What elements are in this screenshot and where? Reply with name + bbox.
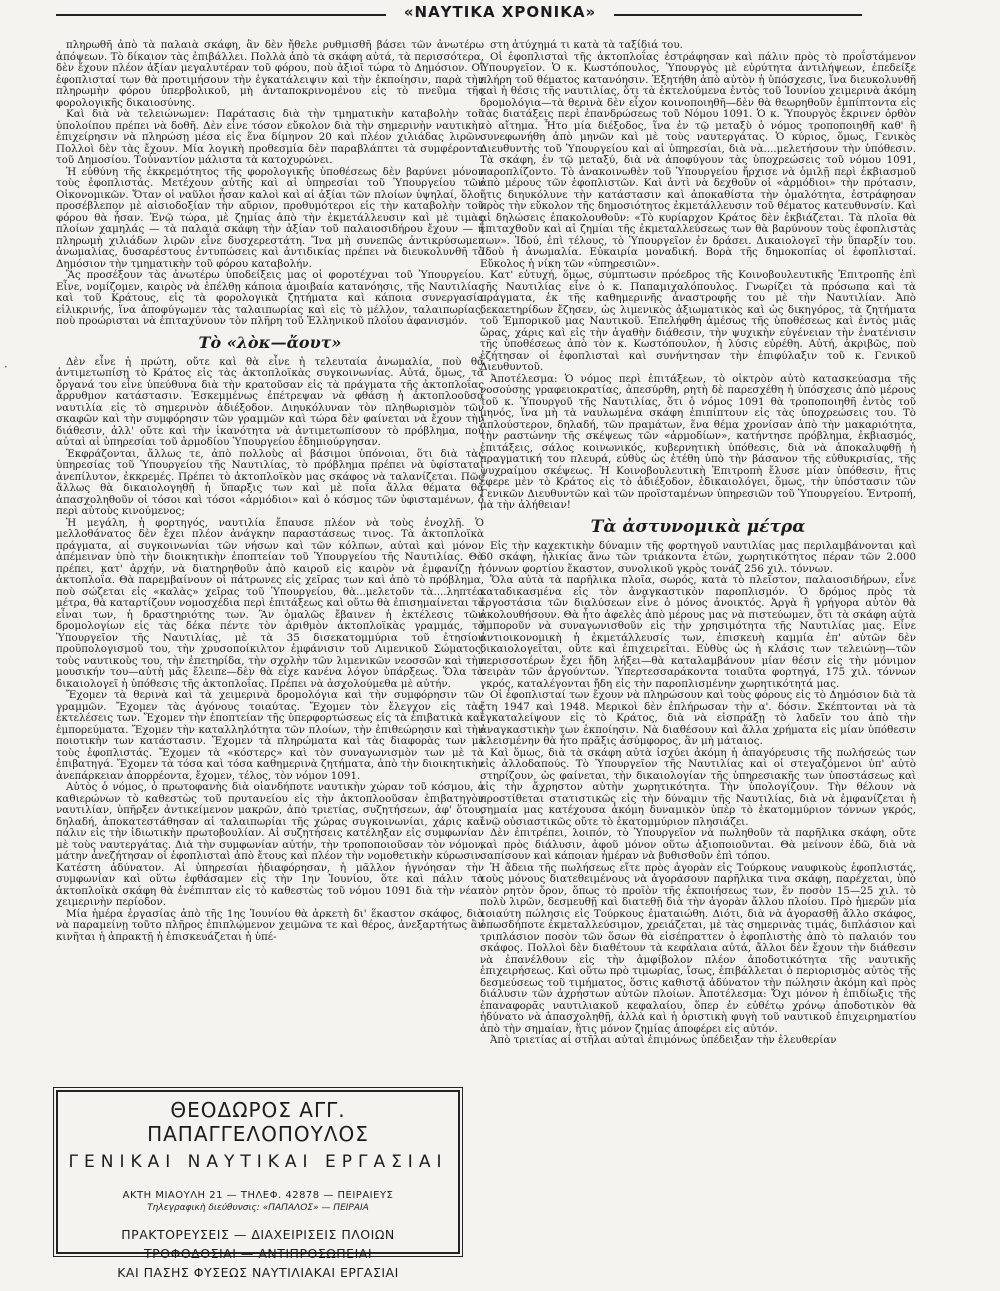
advertiser-service-line: ΠΡΑΚΤΟΡΕΥΣΕΙΣ — ΔΙΑΧΕΙΡΙΣΕΙΣ ΠΛΟΙΩΝ [121, 1227, 395, 1242]
article-paragraph: Οἱ ἐφοπλισταί των ἔχουν νὰ πληρώσουν καὶ τοὺς φόρους εἰς τὸ Δημόσιον διὰ τὰ ἔτη 1947 καὶ 1948. Μερικοὶ δὲν ἐπλήρωσαν τὴν α'. δόσιν. Σκέπτονται νὰ τὰ ἐγκαταλείψουν εἰς τὸ Κράτος, διὰ νὰ εἰσπράξῃ τὸ λαδεῖν του ἀπὸ τὴν ἀναγκαστικὴν των ἐκποίησιν. Νὰ διαθέσουν καὶ ἄλλα χρήματα εἰς μίαν ὑπόθεσιν κλεισμένην θὰ ἦτο πρᾶξις ἀσύμφορος, ἂν μὴ μάταιος. [480, 689, 916, 747]
continued-paragraph: Κατ' εὐτυχή, ὅμως, σύμπτωσιν πρόεδρος τῆς Κοινοβουλευτικῆς Ἐπιτροπῆς ἐπὶ τῆς Ναυτιλίας εἶνε ὁ κ. Παπαμιχαλόπουλος. Γνωρίζει τὰ πρόσωπα καὶ τὰ πράγματα, ἐκ τῆς καθημερινῆς ἀναστροφῆς του μὲ τὴν Ναυτιλίαν. Ἀπὸ δεκαετηρίδων ἔζησεν, ὡς λιμενικὸς ἀξιωματικὸς καὶ ὡς δικηγόρος, τὰ ζητήματα τοῦ Ἐμπορικοῦ μας Ναυτικοῦ. Ἐπελήφθη ἀμέσως τῆς ὑποθέσεως καὶ ἐντὸς μιᾶς ὥρας, χάρις καὶ εἰς τὴν ἀγαθὴν διάθεσιν, τὴν ψυχικὴν εὐγένειαν τὴν ἐνατένισιν τῆς ὑποθέσεως ἀπὸ τὸν κ. Κωστόπουλον, ἡ λύσις εὑρέθη. Αὐτή, ἀκριβῶς, ποὺ ἐζήτησαν οἱ ἐφοπλισταὶ καὶ συνήντησαν τὴν ἐπιφύλαξιν τοῦ κ. Γενικοῦ Διευθυντοῦ. [480, 269, 916, 373]
header-rule-right [614, 14, 862, 16]
police-measures-article-body [480, 541, 916, 1047]
page-header-title: «ΝΑΥΤΙΚΑ ΧΡΟΝΙΚΑ» [398, 3, 602, 21]
intro-paragraph: Ἡ εὐθύνη τῆς ἐκκρεμότητος τῆς φορολογικῆς ὑποθέσεως δὲν βαρύνει μόνον τοὺς ἐφοπλιστάς. Μετέχουν αὐτῆς καὶ αἱ ὑπηρεσίαι τοῦ Ὑπουργείου τῶν Οἰκονομικῶν. Ὅταν οἱ ναῦλοι ἦσαν καλοὶ καὶ αἱ ἀξίαι τῶν πλοίων ὑψηλαί, ὅλοι προσέβλεπον μὲ αἰσιοδοξίαν τὴν αὔριον, προθυμότεροι εἰς τὴν καταβολὴν τοῦ φόρου θὰ ἦσαν. Ἐνῷ τώρα, μὲ ζημίας ἀπὸ τὴν ἐκμετάλλευσιν καὶ μὲ τιμὰς πλοίων χαμηλάς — τὰ παλαιὰ σκάφη τὴν ἀξίαν τοῦ παλαιοσιδήρου ἔχουν — ἡ πληρωμὴ χιλιάδων λιρῶν εἶνε δυσχερεστάτη. Ἵνα μὴ συνεπῶς ἀντικρύσωμεν ἀνωμαλίας, δυσαρέστους ἐντυπώσεις καὶ ἀντιδικίας πρέπει νὰ διευκολυνθῆ τὸ Δημόσιον τὴν τμηματικὴν τοῦ φόρου καταβολήν. [56, 165, 484, 270]
advertiser-service-line: ΤΡΟΦΟΔΟΣΙΑΙ — ΑΝΤΙΠΡΟΣΩΠΕΙΑΙ [143, 1246, 373, 1261]
article-paragraph: Αὐτὸς ὁ νόμος, ὁ πρωτοφανὴς διὰ οἱανδήποτε ναυτικὴν χώραν τοῦ κόσμου, ὁ καθιερώνων τὸ καθεστὼς τοῦ πρυτανείου εἰς τὴν ἀκτοπλοοῦσαν ἐπιβατηγὸν ναυτιλίαν, ὑπῆρξεν ἀντικείμενον μακρῶν, ἀπὸ τριετίας, συζητήσεων, ἀφ' ὅτου, δηλαδή, ἀποκατεστάθησαν αἱ ταλαιπωρίαι τῆς χώρας συγκοινωνίαι, χάρις καὶ πάλιν εἰς τὴν ἰδιωτικὴν πρωτοβουλίαν. Αἱ συζητήσεις κατέληξαν εἰς συμφωνίαν μὲ τοὺς ναυτεργάτας. Διὰ τὴν συμφωνίαν αὐτήν, τὴν τροποποιοῦσαν τὸν νόμον, μάτην ἀνεζήτησαν οἱ ἐφοπλισταὶ ἀπὸ ἔτους καὶ πλέον τὴν νομοθετικὴν κύρωσιν. Κατέστη ἀδύνατον. Αἱ ὑπηρεσίαι ἠδιαφόρησαν, ἡ μᾶλλον ἠγνόησαν τὴν συμφωνίαν καὶ οὕτω ἐφθάσαμεν εἰς τὴν 1ην Ἰουνίου, ὅτε καὶ πάλιν τὰ ἀκτοπλοϊκὰ σκάφη θὰ ἐνέπιπταν εἰς τὸ καθεστὼς τοῦ νόμου 1091 διὰ τὴν νέαν χειμερινὴν περίοδον. [56, 781, 484, 908]
article-paragraph: Καὶ ὅμως, διὰ τὰ σκάφη αὐτὰ ἰσχύει ἀκόμη ἡ ἀπαγόρευσις τῆς πωλήσεώς των εἰς ἀλλοδαπούς. Τὸ Ὑπουργεῖον τῆς Ναυτιλίας καὶ οἱ στεγαζόμενοι ὑπ' αὐτὸ στηρίζουν, ὡς φαίνεται, τὴν δικαιολογίαν τῆς ὑπηρεσιακῆς των ὑποστάσεως καὶ εἰς τὴν ἄχρηστον αὐτὴν χωρητικότητα. Τὴν ὑπολογίζουν. Τὴν θέλουν νὰ προστίθεται στατιστικῶς εἰς τὴν δύναμιν τῆς Ναυτιλίας, διὰ νὰ ἐμφανίζεται ἡ σημαία μας κατέχουσα ἀκόμη δυναμικὸν ὑπὲρ τὸ ἑκατομμύριον τόννων γκρός, ἐνῷ οὐσιαστικῶς οὔτε τὸ ἑκατομμύριον πλησιάζει. [480, 746, 916, 828]
advertiser-service-line: ΚΑΙ ΠΑΣΗΣ ΦΥΣΕΩΣ ΝΑΥΤΙΛΙΑΚΑΙ ΕΡΓΑΣΙΑΙ [117, 1265, 399, 1280]
advertiser-telegraph: Τηλεγραφικὴ διεύθυνσις: «ΠΑΠΑΛΟΣ» — ΠΕΙΡΑΙΑ [147, 1203, 369, 1213]
article-paragraph: Δὲν εἶνε ἡ πρώτη, οὔτε καὶ θὰ εἶνε ἡ τελευταία ἀνωμαλία, ποὺ θὰ ἀντιμετωπίσῃ τὸ Κράτος εἰς τὰς ἀκτοπλοϊκὰς συγκοινωνίας. Αὐτά, ὅμως, τὰ ὄργανά του εἶνε ὑπεύθυνα διὰ τὴν κρατοῦσαν εἰς τὰ πράγματα τῆς ἀκτοπλοΐας ἄρρυθμον κατάστασιν. Ἐσκεμμένως ἐπέτρεψαν νὰ φθάσῃ ἡ ἀκτοπλοοῦσα ναυτιλία εἰς τὸ σημερινὸν ἀδιέξοδον. Διηυκόλυναν τὸν πληθωρισμὸν τῶν σκαφῶν καὶ τὴν συμφόρησιν τῶν γραμμῶν καὶ τώρα δὲν φαίνεται νὰ ἔχουν τὴν διάθεσιν, ἀλλ' οὔτε καὶ τὴν ἱκανότητα νὰ ἀντιμετωπίσουν τὸ πρόβλημα, ποὺ αὐταὶ αἱ ὑπηρεσίαι τοῦ ἁρμοδίου Ὑπουργείου ἐδημιούργησαν. [56, 355, 484, 448]
article-paragraph: Ἡ μεγάλη, ἡ φορτηγός, ναυτιλία ἔπαυσε πλέον νὰ τοὺς ἐνοχλῇ. Ὁ μελλοθάνατος δὲν ἔχει πλέον ἀνάγκην παραστάσεως τινος. Τὰ ἀκτοπλοϊκὰ πράγματα, αἱ συγκοινωνίαι τῶν νήσων καὶ τῶν κόλπων, αὐταὶ καὶ μόνον ἀπέμειναν ὑπὸ τὴν διοικητικὴν ἐποπτείαν τοῦ Ὑπουργείου τῆς Ναυτιλίας. Θὰ πρέπει, κατ' ἀρχήν, νὰ διατηρηθοῦν ἀπὸ καιροῦ εἰς καιρὸν νὰ ἐμφανίζῃ ἡ ἀκτοπλοΐα. Θὰ παρεμβαίνουν οἱ πάτρωνες εἰς χεῖρας των καὶ ἀπὸ τὸ πρόβλημα, ποὺ σώζεται εἰς «καλὰς» χεῖρας τοῦ Ὑπουργείου, θὰ...μελετοῦν τὰ....ληπτέα μέτρα, θὰ καταρτίζουν νομοσχέδια περὶ ἐπιτάξεως καὶ οὕτω θὰ ἐπισημαίνεται τὸ εἶναι των, ἡ δραστηριότης των. Ἂν ὁμαλῶς ἔβαινεν ἡ ἐκτέλεσις τῶν δρομολογίων εἰς τὰς δέκα πέντε τὸν ἀριθμὸν ἀκτοπλοϊκὰς γραμμάς, τὸ Ὑπουργεῖον τῆς Ναυτιλίας, μὲ τὰ 35 δισεκατομμύρια τοῦ ἐτησίου προϋπολογισμοῦ του, τὴν χρυσοποίκιλτον ἐμφάνισιν τοῦ Λιμενικοῦ Σώματος, τοὺς ναυτικοὺς του, τὴν ἐπετηρίδα, τὴν σχολὴν τῶν λιμενικῶν νεοσσῶν καὶ τὴν μουσικήν του—αὐτὴ μᾶς ἔλειπε—δὲν θὰ εἶχε κανένα λόγον ὑπάρξεως. Ὅλα τὰ δικαιολογεῖ ἡ ὑπόθεσις τῆς ἀκτοπλοΐας. Πρέπει νὰ ἀσχολούμεθα μὲ αὐτήν. [56, 516, 485, 690]
lockout-heading: Τὸ «λὸκ—ἄουτ» [198, 332, 342, 352]
police-measures-heading: Τὰ ἀστυνομικὰ μέτρα [590, 516, 806, 537]
advertiser-name: ΘΕΟΔΩΡΟΣ ΑΓΓ. ΠΑΠΑΓΓΕΛΟΠΟΥΛΟΣ [147, 1098, 369, 1146]
continued-section [480, 40, 916, 512]
intro-paragraph: Ἂς προσέξουν τὰς ἀνωτέρω ὑποδείξεις μας οἱ φοροτέχναι τοῦ Ὑπουργείου. Εἶνε, νομίζομεν, καιρὸς νὰ ἐπέλθῃ κάποια ἀμοιβαία κατανόησις, τῆς Ναυτιλίας καὶ τοῦ Κράτους, εἰς τὰ φορολογικὰ ζητήματα καὶ κάποια συνεργασία εἰλικρινής, ἵνα ἀποφύγωμεν τὰς ταλαιπωρίας καὶ εἰς τὸ μέλλον, ταλαιπωρίας, ποὺ προώρισται νὰ ἐπιταχύνουν τὸν πλῆρη τοῦ Ἑλληνικοῦ πλοΐου ἀφανισμόν. [56, 269, 484, 327]
right-column [480, 40, 916, 1047]
continued-paragraph: Οἱ ἐφοπλισταὶ τῆς ἀκτοπλοΐας ἐστράφησαν καὶ πάλιν πρὸς τὸ προΐστάμενον Ὑπουργεῖον. Ὁ κ. Κωστόπουλος, Ὑπουργὸς μὲ εὐρύτητα ἀντιλήψεων, ἐπεδείξε πλήρη τοῦ θέματος κατανόησιν. Ἐξητήθη ἀπὸ αὐτὸν ἡ ὑπόσχεσις, ἵνα διευκολυνθῆ καὶ ἡ θέσις τῆς ναυτιλίας, ὅτι τὰ ἐκτελούμενα ἐντὸς τοῦ Ἰουνίου χειμερινὰ ἀκόμη δρομολόγια—τὰ θερινὰ δὲν εἶχον κοινοποιηθῆ—δὲν θὰ θεωρηθοῦν ἐμπίπτοντα εἰς τὰς διατάξεις περὶ ἐπανδρώσεως τοῦ Νόμου 1091. Ὁ κ. Ὑπουργὸς ἔκρινεν ὀρθὸν τὸ αἴτημα. Ἦτο μία διέξοδος, ἵνα ἐν τῷ μεταξὺ ὁ νόμος τροποποιηθῆ καθ' ἣ συνεφωνήθη ἀπὸ μηνῶν καὶ μὲ τοὺς ναυτεργάτας. Ὁ κύριος, ὅμως, Γενικὸς Διευθυντὴς τοῦ Ὑπουργείου καὶ αἱ ὑπηρεσίαι, διὰ νὰ....μελετήσουν τὴν ὑπόθεσιν. Τὰ σκάφη, ἐν τῷ μεταξύ, διὰ νὰ ἀποφύγουν τὰς ὑποχρεώσεις τοῦ νόμου 1091, παροπλίζοντο. Τὸ ἀνακοινωθὲν τοῦ Ὑπουργείου ἤρχισε νὰ ὁμιλῇ περὶ ἐκβιασμοῦ ἀπὸ μέρους τῶν ἐφοπλιστῶν. Καὶ ἀντὶ νὰ δεχθοῦν οἱ «ἁρμόδιοι» τὴν πρότασιν, ἥτις διηυκόλυνε τὴν κατάστασιν καὶ ἀποκαθίστα τὴν ὁμαλότητα, ἐστράφησαν πρὸς τὴν εὔκολον τῆς δημοσιότητος ἐκμετάλλευσιν τοῦ θέματος κατευθυνσίν. Καὶ αἱ δηλώσεις ἐπακολουθοῦν: «Τὸ κυρίαρχον Κράτος δὲν ἐκβιάζεται. Τὰ πλοῖα θὰ ἐπιταχθοῦν καὶ αἱ ζημίαι τῆς ἐκμεταλλεύσεως των θὰ βαρύνουν τοὺς ἐφοπλιστὰς των». Ἰδού, ἐπὶ τέλους, τὸ Ὑπουργεῖον ἐν δράσει. Δικαιολογεῖ τὴν ὕπαρξίν του. Ἰδοὺ ἡ ἀνωμαλία. Εὐκαιρία μοναδική. Βορὰ τῆς δημοκοπίας οἱ ἐφοπλισταί. Εὔκολος ἡ νίκη τῶν «ὑπηρεσιῶν». [480, 50, 916, 270]
continued-paragraph: Ἀποτέλεσμα: Ὁ νόμος περὶ ἐπιτάξεων, τὸ οἰκτρὸν αὐτὸ κατασκεύασμα τῆς νοσούσης γραφειοκρατίας, ἀπεσύρθη, ρητὴ δὲ παρεσχέθη ἡ ὑπόσχεσις ἀπὸ μέρους τοῦ κ. Ὑπουργοῦ τῆς Ναυτιλίας, ὅτι ὁ νόμος 1091 θὰ τροποποιηθῆ ἐντὸς τοῦ μηνός, ἵνα μὴ τὰ ναυλωμένα σκάφη ἐπιπίπτουν εἰς τὰς ὑποχρεώσεις του. Τὸ ἁπλούστερον, δηλαδή, τῶν πραμάτων, ἕνα θέμα χρονίσαν ἀπὸ τὴν μακαριότητα, τὴν ραστώνην τῆς σκέψεως τῶν «ἁρμοδίων», κατήντησε πρόβλημα, ἐκβιασμός, ἐπιτάξεις, σάλος κοινωνικός, κυβερνητικὴ ὑπόθεσις, διὰ νὰ ἀποκαλυφθῇ ἡ πραγματική του πλευρά, εὐθὺς ὡς ἐτέθη ὑπὸ τὴν βάσανον τῆς εὐθυκρισίας, τῆς ψυχραίμου σκέψεως. Ἡ Κοινοβουλευτικὴ Ἐπιτροπὴ ἔλυσε μίαν ὑπόθεσιν, ἥτις ἔφερε μὲν τὸ Κράτος εἰς τὸ ἀδιέξοδον, ἐδικαιολόγει, ὅμως, τὴν ὑπόστασιν τῶν Γενικῶν Διευθυντῶν καὶ τῶν προϊσταμένων ὑπηρεσιῶν τοῦ Ὑπουργείου. Ἐντροπή, μὰ τὴν ἀλήθειαν! [480, 372, 916, 511]
intro-section [56, 40, 484, 328]
intro-paragraph: πληρωθῆ ἀπὸ τὰ παλαιὰ σκάφη, ἂν δὲν ἤθελε ρυθμισθῆ βάσει τῶν ἀνωτέρω ἀπόψεων. Τὸ δίκαιον τὰς ἐπιβάλλει. Πολλὰ ἀπὸ τὰ σκάφη αὐτά, τὰ περισσότερα, δὲν ἔχουν πλέον ἀξίαν μεγαλυτέραν τοῦ φόρου, ποὺ ἀξιοῖ τώρα τὸ Δημόσιον. Οἱ ἐφοπλισταί των θὰ προτιμήσουν τὴν ἐγκατάλειψιν καὶ τὴν ἐκποίησιν, παρὰ τὴν πληρωμὴν φόρου ὑπερβολικοῦ, μὴ ἀνταποκρινομένου εἰς τὸ πνεῦμα τῆς φορολογικῆς δικαιοσύνης. [56, 39, 484, 109]
article-paragraph: Ἀπὸ τριετίας αἱ στῆλαι αὐταὶ ἐπιμόνως ὑπέδειξαν τὴν ἐλευθερίαν [490, 1034, 837, 1046]
advertiser-services: ΓΕΝΙΚΑΙ ΝΑΥΤΙΚΑΙ ΕΡΓΑΣΙΑΙ [68, 1152, 448, 1172]
shipping-company-advertisement [56, 1090, 460, 1280]
continued-paragraph: στη ἀτύχημά τι κατὰ τὰ ταξίδιά του. [490, 39, 683, 51]
article-paragraph: Ἔχομεν τὰ θερινὰ καὶ τὰ χειμερινὰ δρομολόγια καὶ τὴν συμφόρησιν τῶν γραμμῶν. Ἔχομεν τὰς ἀγόνους τοιαύτας. Ἔχομεν τὸν ἔλεγχον εἰς τὰς ἐκτελέσεις των. Ἔχομεν τὴν ἐποπτείαν τῆς ὑπερφορτώσεως εἰς τὰ ἐπιβατικὰ καὶ ἐμπορεύματα. Ἔχομεν τὴν καταλληλότητα τῶν πλοίων, τὴν ἐπιθεώρησιν καὶ τὴν ποιοτικὴν των κατάστασιν. Ἔχομεν τὰ πληρώματα καὶ τὰς διαφορὰς των μὲ τοὺς ἐφοπλιστάς. Ἔχομεν τὰ «κόστερς» καὶ τὸν συναγωνισμὸν των μὲ τὰ ἐπιβατηγά. Ἔχομεν τὰ τόσα καὶ τόσα καθημερινὰ ζητήματα, ἀπὸ τὴν διοικητικὴν ἀνεπάρκειαν ἀπορρέοντα, ἔχομεν, τέλος, τὸν νόμον 1091. [56, 689, 484, 782]
article-paragraph: Ἐκφράζονται, ἄλλως τε, ἀπὸ πολλοὺς αἱ βάσιμοι ὑπόνοιαι, ὅτι διὰ τὰς ὑπηρεσίας τοῦ Ὑπουργείου τῆς Ναυτιλίας, τὸ πρόβλημα πρέπει νὰ ὑφίσταται ἀνεπίλυτον, ἐκκρεμές. Πρέπει τὸ ἀκτοπλοϊκὸν μας σκάφος νὰ ταλανίζεται. Πῶς ἄλλως θὰ δικαιολογηθῆ ἡ ὕπαρξις των καὶ μὲ ποῖα ἄλλα θέματα θὰ ἀπασχοληθοῦν οἱ τόσοι καὶ τόσοι «ἁρμόδιοι» καὶ ὁ κόσμος τῶν ὑφισταμένων, ὁ περὶ αὐτοὺς κινούμενος; [56, 447, 484, 517]
article-paragraph: Μία ἡμέρα ἐργασίας ἀπὸ τῆς 1ης Ἰουνίου θὰ ἀρκετὴ δι' ἕκαστον σκάφος, διὰ νὰ παραμείνῃ τοῦτο πλῆρος ἐπιπλῴμενον χειμῶνα τε καὶ θέρος, ἀνεξαρτήτως ἂν κινῆται ἡ ἀπρακτῇ ἡ ἐπισκευάζεται ἡ ὑπέ- [56, 907, 484, 943]
lockout-article-body [56, 357, 484, 944]
margin-punch-mark: · [4, 360, 8, 374]
article-paragraph: Εἰς τὴν καχεκτικὴν δύναμιν τῆς φορτηγοῦ ναυτιλίας μας περιλαμβάνονται καὶ 60 σκάφη, ἡλικίας ἄνω τῶν τριάκοντα ἐτῶν, χωρητικότητος πέραν τῶν 2.000 τόννων φορτίου ἕκαστον, συνολικοῦ γκρὸς τονάζ 256 χιλ. τόννων. [480, 539, 916, 575]
header-rule-left [56, 14, 386, 16]
article-paragraph: Δὲν ἐπιτρέπει, λοιπόν, τὸ Ὑπουργεῖον νὰ πωληθοῦν τὰ παρῆλικα σκάφη, οὔτε καὶ πρὸς διάλυσιν, ἀφοῦ μόνον οὕτω ἀξιοποιοῦνται. Θὰ μείνουν ἐδῶ, διὰ νὰ σαπίσουν καὶ κάποιαν ἡμέραν νὰ βυθισθοῦν ἐπὶ τόπου. [480, 827, 916, 862]
advertiser-address: ΑΚΤΗ ΜΙΑΟΥΛΗ 21 — ΤΗΛΕΦ. 42878 — ΠΕΙΡΑΙΕΥΣ [122, 1190, 394, 1201]
article-paragraph: Ἡ ἄδεια τῆς πωλήσεως εἴτε πρὸς ἀγορὰν εἰς Τούρκους ναυφικοὺς ἐφοπλιστάς, τοὺς μόνους διατεθειμένους νὰ ἀγοράσουν παρῆλικα τινα σκάφη, παρέχεται, ὑπὸ τὸν ρητὸν ὅρον, ὅπως τὸ προϊὸν τῆς ἐκποιήσεως των, ἕν ποσὸν 15—25 χιλ. τὸ πολὺ λιρῶν, δεσμευθῇ καὶ διατεθῇ διὰ τὴν ἀγορὰν ἄλλου πλοίου. Πρὸ ἡμερῶν μία τοιαύτη πώλησις εἰς Τούρκους ἐματαιώθη. Διότι, διὰ νὰ ἀγορασθῇ ἄλλο σκάφος, ὁπωσδήποτε ἐκμεταλλεύσιμον, χρειάζεται, μὲ τὰς σημερινὰς τιμάς, διπλάσιον καὶ τριπλάσιον ποσὸν τῶν ὅσων θὰ εἰσέπραττεν ὁ ἐφοπλιστὴς ἀπὸ τὸ παλαιόν του σκάφος. Πολλοὶ δὲν διαθέτουν τὰ κεφάλαια αὐτά, ἄλλοι δὲν ἔχουν τὴν διάθεσιν νὰ ἐπανέλθουν εἰς τὴν ἀμφίβολον πλέον ἀποδοτικότητα τῆς ναυτικῆς ἐπιχειρήσεως. Καὶ οὕτω πρὸ τιμωρίας, ἴσως, ἐπιβάλλεται ὁ περιορισμὸς αὐτὸς τῆς δεσμεύσεως τοῦ τιμήματος, ὅστις καθιστᾷ ἀδύνατον τὴν πώλησιν ἀκόμη καὶ πρὸς διάλυσιν τῶν ἀχρήστων αὐτῶν πλοίων. Ἀποτέλεσμα: Ὄχι μόνον ἡ ἐπιδίωξις τῆς ἐπαναφορᾶς ναυτιλιακοῦ κεφαλαίου, ὅπερ ἐν εὐθέτῳ χρόνῳ ἀποδοτικὸν θὰ ἠδύνατο νὰ ἀπασχοληθῇ, ἀλλὰ καὶ ἡ ὁριστικὴ φυγὴ τοῦ ναυτικοῦ ἐπιχειρηματίου ἀπὸ τὴν σημαίαν, ἥτις μόνον ζημίας ἀποφέρει εἰς αὐτόν. [480, 861, 916, 1035]
left-column [56, 40, 484, 943]
intro-paragraph: Καὶ διὰ νὰ τελειώνωμεν: Παράτασις διὰ τὴν τμηματικὴν καταβολὴν τοῦ ὑπολοίπου πρέπει νὰ δοθῆ. Δὲν εἶνε τόσον εὔκολον διὰ τὴν σημερινὴν ναυτικὴν ἐπιχείρησιν νὰ πληρώσῃ μέσα εἰς ἕνα δίμηνον 20 καὶ πλέον χιλιάδας λιρῶν. Πολλοὶ δὲν τὰς ἔχουν. Μία λογικὴ προθεσμία δὲν παραβλάπτει τὰ συμφέροντα τοῦ Δημοσίου. Τοὐναντίον μάλιστα τὰ κατοχυρώνει. [56, 108, 484, 166]
article-paragraph: Ὅλα αὐτὰ τὰ παρῆλικα πλοῖα, σωρός, κατὰ τὸ πλεῖστον, παλαιοσιδήρων, εἶνε καταδικασμένα εἰς τὸν ἀναγκαστικὸν παροπλισμόν. Ὁ δρόμος πρὸς τὰ ἐργοστάσια τῶν διαλύσεων εἶνε ὁ μόνος ἀνοικτός. Ἀργὰ ἢ γρήγορα αὐτὸν θὰ ἀκολουθήσουν. Θὰ ἦτο ἀφελὲς ἀπὸ μέρους μας νὰ πιστεύωμεν, ὅτι τὰ σκάφη αὐτὰ ἠμποροῦν νὰ συναγωνισθοῦν εἰς τὴν χρησιμότητα τῆς Ναυτιλίας μας. Εἶνε ἀντιοικονομικὴ ἡ ἐκμετάλλευσίς των, ἐπισκευὴ καμμία ἐπ' αὐτῶν δὲν δικαιολογεῖται, οὔτε καὶ ἐπιχειρεῖται. Εὐθὺς ὡς ἡ κλάσις των τελειώνῃ—τῶν περισσοτέρων ἔχει ἤδη λήξει—θὰ καταλαμβάνουν μίαν θέσιν εἰς τὴν μόνιμον σειρὰν τῶν ἀργούντων. Ὑπερτεσσαράκοντα τοιαῦτα φορτηγά, 175 χιλ. τόννων γκρός, καταλέγονται ἤδη εἰς τὴν παροπλισμένην χωρητικότητά μας. [480, 574, 916, 690]
